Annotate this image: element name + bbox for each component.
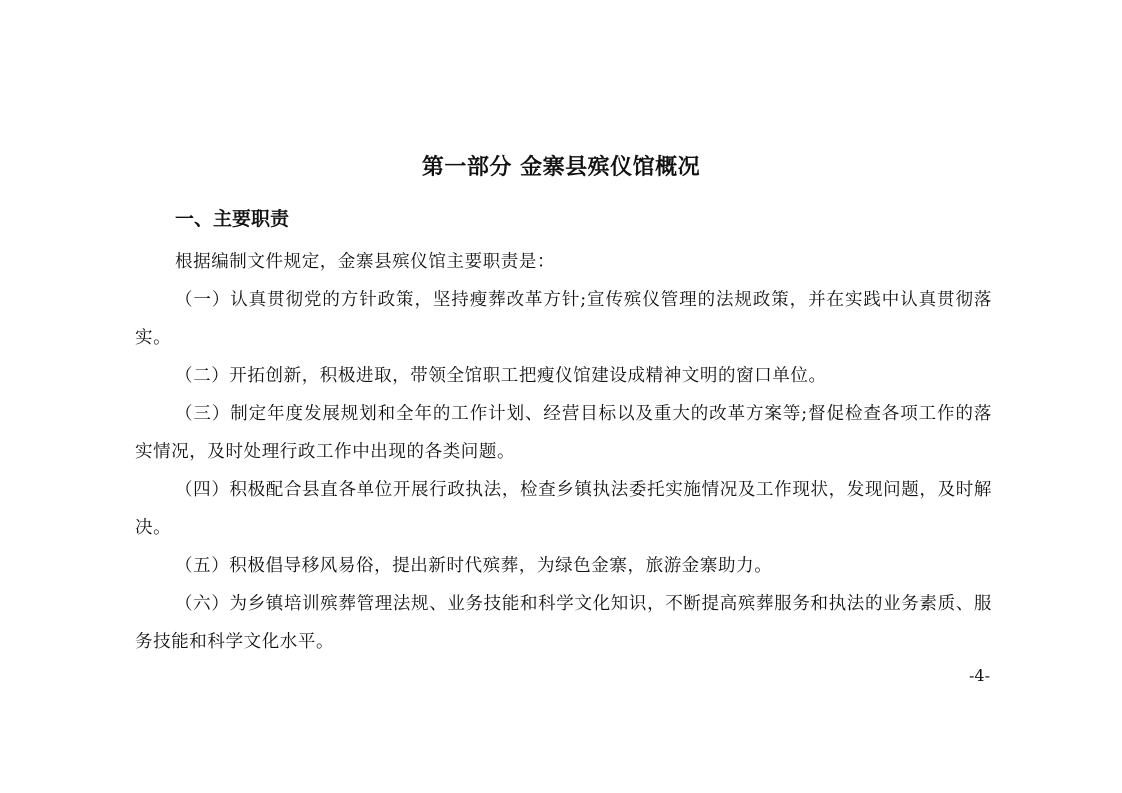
- page-number: -4-: [969, 666, 990, 685]
- paragraph-duty-6: （六）为乡镇培训殡葬管理法规、业务技能和科学文化知识，不断提高殡葬服务和执法的业务素质、服务技能和科学文化水平。: [135, 594, 992, 652]
- section-heading: 一、主要职责: [175, 208, 290, 230]
- paragraph-duty-2: （二）开拓创新，积极进取，带领全馆职工把瘦仪馆建设成精神文明的窗口单位。: [175, 366, 827, 386]
- paragraph-duty-3: （三）制定年度发展规划和全年的工作计划、经营目标以及重大的改革方案等;督促检查各项工作的落实情况，及时处理行政工作中出现的各类问题。: [135, 404, 992, 462]
- document-body: [135, 243, 992, 661]
- page-title: 第一部分 金寨县殡仪馆概况: [421, 155, 701, 180]
- paragraph-intro: 根据编制文件规定，金寨县殡仪馆主要职责是：: [175, 252, 556, 272]
- paragraph-duty-1: （一）认真贯彻党的方针政策，坚持瘦葬改革方针;宣传殡仪管理的法规政策，并在实践中认真贯彻落实。: [135, 290, 992, 348]
- paragraph-duty-5: （五）积极倡导移风易俗，提出新时代殡葬，为绿色金寨，旅游金寨助力。: [175, 556, 773, 576]
- paragraph-duty-4: （四）积极配合县直各单位开展行政执法，检查乡镇执法委托实施情况及工作现状，发现问题，及时解决。: [135, 480, 992, 538]
